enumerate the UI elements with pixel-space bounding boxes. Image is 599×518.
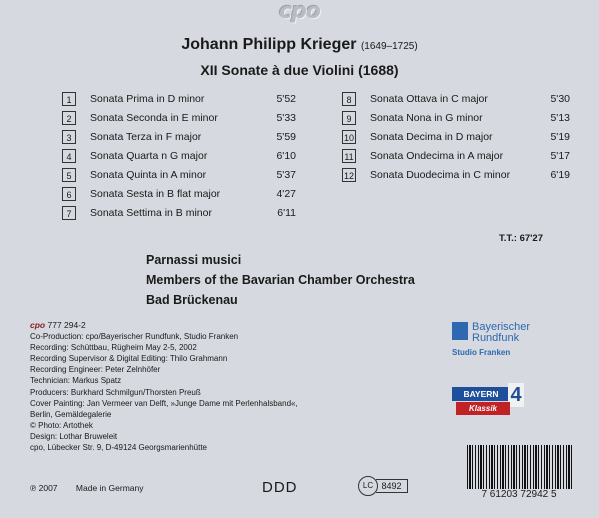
lc-circle: LC <box>358 476 378 496</box>
track-number: 11 <box>342 149 356 163</box>
track-row <box>62 110 296 126</box>
credit-line: Recording: Schüttbau, Rügheim May 2-5, 2002 <box>30 343 197 353</box>
track-row <box>342 129 570 145</box>
track-title: Sonata Terza in F major <box>90 131 202 143</box>
track-row <box>342 110 570 126</box>
credit-line: Recording Engineer: Peter Zelnhöfer <box>30 365 161 375</box>
track-title: Sonata Settima in B minor <box>90 207 212 219</box>
track-title: Sonata Sesta in B flat major <box>90 188 221 200</box>
track-duration: 5'30 <box>550 93 570 105</box>
br-logo-text <box>472 322 530 344</box>
credit-line: Design: Lothar Bruweleit <box>30 431 118 441</box>
track-number: 2 <box>62 111 76 125</box>
total-time: T.T.: 67'27 <box>499 233 543 244</box>
track-duration: 5'37 <box>276 169 296 181</box>
track-title: Sonata Decima in D major <box>370 131 493 143</box>
catalog-prefix: cpo <box>30 320 46 330</box>
track-row <box>342 91 570 107</box>
work-title: XII Sonate à due Violini (1688) <box>200 62 399 78</box>
track-duration: 5'19 <box>550 131 570 143</box>
track-number: 5 <box>62 168 76 182</box>
br-line2: Rundfunk <box>472 332 520 344</box>
catalog-value: 777 294-2 <box>47 320 86 330</box>
bayern4-band: BAYERN <box>452 387 510 401</box>
credit-lines <box>30 331 298 453</box>
catalog-number <box>30 320 298 331</box>
track-number: 3 <box>62 130 76 144</box>
track-row <box>62 129 296 145</box>
track-number: 10 <box>342 130 356 144</box>
copyright-line <box>30 483 159 493</box>
track-title: Sonata Quarta n G major <box>90 150 208 162</box>
track-duration: 4'27 <box>276 188 296 200</box>
track-row <box>62 148 296 164</box>
br-line1: Bayerischer <box>472 321 531 333</box>
ddd-code: DDD <box>262 479 298 496</box>
track-title: Sonata Ottava in C major <box>370 93 488 105</box>
label-code <box>358 476 412 496</box>
track-row <box>62 186 296 202</box>
credit-line: Producers: Burkhard Schmilgun/Thorsten Preuß <box>30 387 201 397</box>
track-row <box>62 167 296 183</box>
track-duration: 5'59 <box>276 131 296 143</box>
phonogram-year: ℗ 2007 <box>30 483 58 493</box>
bayern4-klassik-logo <box>452 383 524 419</box>
composer-heading <box>0 36 599 54</box>
track-title: Sonata Nona in G minor <box>370 112 483 124</box>
ensemble-location: Bad Brückenau <box>146 293 238 307</box>
bayern4-number: 4 <box>508 383 524 407</box>
track-number: 4 <box>62 149 76 163</box>
credit-line: Berlin, Gemäldegalerie <box>30 409 112 419</box>
track-row <box>62 91 296 107</box>
credit-line: Technician: Markus Spatz <box>30 376 122 386</box>
cpo-logo: cpo <box>279 0 320 24</box>
track-number: 9 <box>342 111 356 125</box>
track-duration: 6'19 <box>550 169 570 181</box>
barcode-digits: 7 61203 72942 5 <box>481 489 557 500</box>
credit-line: Co-Production: cpo/Bayerischer Rundfunk, Studio Franken <box>30 332 239 342</box>
credit-line: Cover Painting: Jan Vermeer van Delft, »Junge Dame mit Perlenhalsband«, <box>30 398 298 408</box>
track-number: 1 <box>62 92 76 106</box>
track-title: Sonata Ondecima in A major <box>370 150 504 162</box>
track-row <box>342 148 570 164</box>
ensemble-orchestra: Members of the Bavarian Chamber Orchestra <box>146 273 415 287</box>
made-in: Made in Germany <box>75 483 144 493</box>
br-logo-icon <box>452 322 468 340</box>
track-title: Sonata Seconda in E minor <box>90 112 218 124</box>
track-duration: 5'33 <box>276 112 296 124</box>
track-title: Sonata Duodecima in C minor <box>370 169 511 181</box>
track-duration: 5'13 <box>550 112 570 124</box>
composer-name: Johann Philipp Krieger <box>181 36 357 53</box>
track-row <box>342 167 570 183</box>
composer-dates: (1649–1725) <box>360 41 418 52</box>
track-duration: 6'11 <box>277 207 296 219</box>
track-duration: 5'52 <box>276 93 296 105</box>
credit-line: Recording Supervisor & Digital Editing: Thilo Grahmann <box>30 354 228 364</box>
br-studio: Studio Franken <box>452 348 511 357</box>
track-title: Sonata Quinta in A minor <box>90 169 207 181</box>
ensemble-name: Parnassi musici <box>146 253 242 267</box>
lc-number: 8492 <box>376 479 408 493</box>
track-title: Sonata Prima in D minor <box>90 93 205 105</box>
track-row <box>62 205 296 221</box>
track-number: 6 <box>62 187 76 201</box>
barcode-bars <box>467 445 573 489</box>
credit-line: cpo, Lübecker Str. 9, D-49124 Georgsmarienhütte <box>30 443 207 453</box>
track-duration: 5'17 <box>550 150 570 162</box>
track-number: 8 <box>342 92 356 106</box>
track-number: 12 <box>342 168 356 182</box>
credits-block <box>30 320 298 453</box>
track-duration: 6'10 <box>276 150 296 162</box>
credit-line: © Photo: Artothek <box>30 420 93 430</box>
bayerischer-rundfunk-logo <box>452 322 592 368</box>
bayern4-klassik: Klassik <box>456 402 510 415</box>
track-number: 7 <box>62 206 76 220</box>
barcode <box>459 445 579 501</box>
